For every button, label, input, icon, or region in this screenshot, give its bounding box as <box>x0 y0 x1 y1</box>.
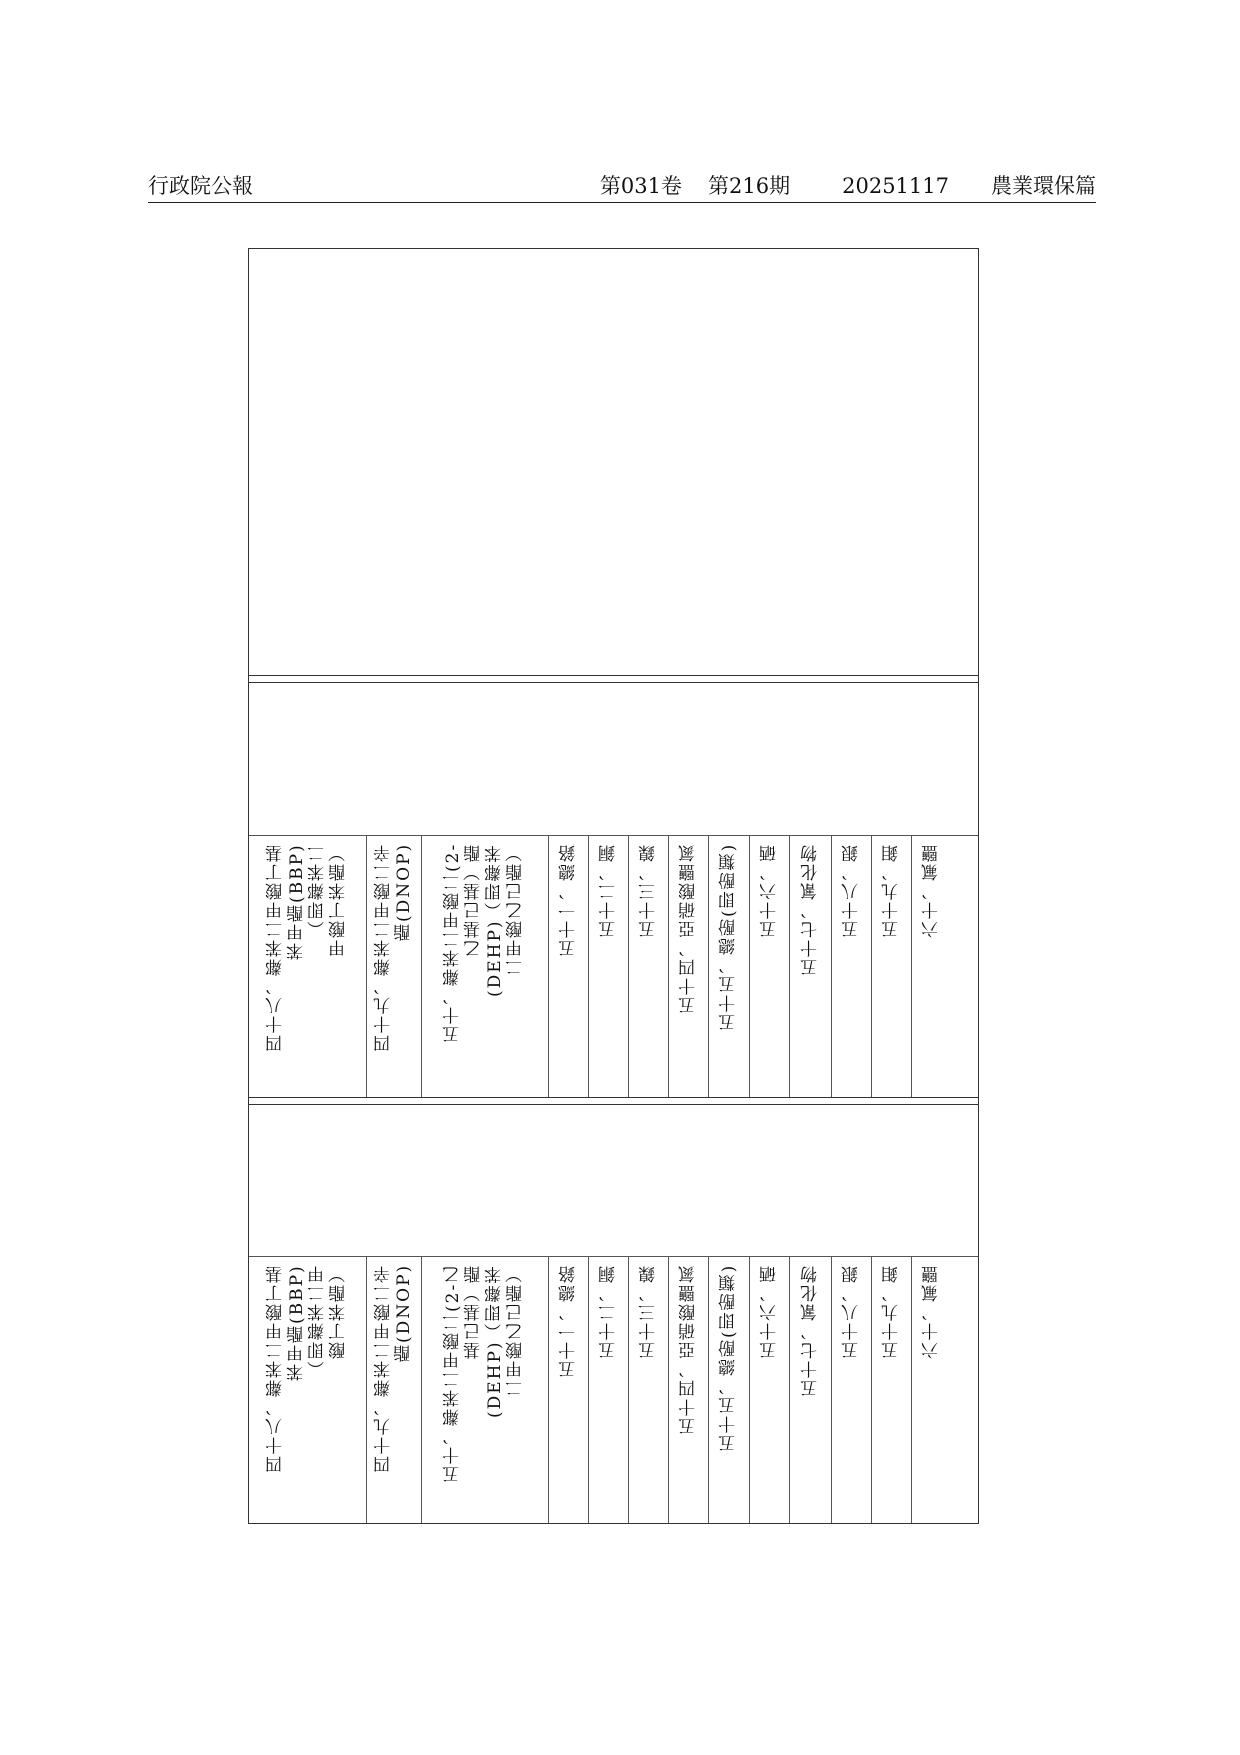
lower-item-cell <box>249 1256 367 1523</box>
upper-item-label: 五十八、銀 <box>841 843 862 938</box>
upper-item-label: 五十五、總酚(即酚類) <box>719 843 739 1032</box>
lower-item-cell <box>832 1256 872 1523</box>
lower-item-cell <box>872 1256 912 1523</box>
lower-item-label: 四十九、鄰苯二甲酸二辛 酯(DNOP) <box>374 1264 414 1473</box>
lower-item-label: 五十、鄰苯二甲酸二(2-乙 基己基）酯 (DEHP)（即鄰苯 二甲酸乙己酯） <box>443 1264 526 1484</box>
lower-item-label: 五十一、總鉻 <box>558 1264 579 1378</box>
issue-date: 20251117 <box>842 174 949 198</box>
lower-item-label: 五十二、銅 <box>598 1264 619 1359</box>
upper-item-label: 五十三、鎳 <box>638 843 659 938</box>
upper-item-cell <box>669 835 709 1097</box>
lower-item-cell <box>709 1256 750 1523</box>
upper-item-cell <box>750 835 790 1097</box>
page-header <box>148 172 1096 203</box>
lower-item-cell <box>367 1256 422 1523</box>
lower-item-label: 五十四、亞硝酸鹽氮 <box>678 1264 699 1435</box>
upper-item-label: 五十六、硒 <box>759 843 780 938</box>
upper-item-label: 四十九、鄰苯二甲酸二辛 酯(DNOP) <box>374 843 414 1052</box>
lower-item-cell <box>589 1256 629 1523</box>
upper-item-label: 五十二、銅 <box>598 843 619 938</box>
upper-item-cell <box>790 835 832 1097</box>
lower-item-label: 五十五、總酚(即酚類) <box>719 1264 739 1453</box>
upper-item-cell <box>872 835 912 1097</box>
upper-item-label: 五十、鄰苯二甲酸二(2- 乙基己基）酯 (DEHP)（即鄰苯 二甲酸乙己酯） <box>443 843 526 1044</box>
upper-item-cell <box>832 835 872 1097</box>
upper-item-cell <box>249 835 367 1097</box>
lower-item-cell <box>790 1256 832 1523</box>
upper-item-label: 五十九、鉬 <box>881 843 902 938</box>
volume-number: 第031卷 <box>599 174 683 198</box>
lower-item-label: 六十、氟鹽 <box>922 1264 942 1359</box>
upper-item-cell <box>367 835 422 1097</box>
lower-item-cell <box>912 1256 952 1523</box>
publication-title: 行政院公報 <box>148 174 253 198</box>
upper-item-cell <box>912 835 952 1097</box>
lower-item-label: 五十七、氰化物 <box>800 1264 821 1397</box>
issue-category: 農業環保篇 <box>991 174 1096 198</box>
upper-item-label: 五十七、氰化物 <box>800 843 821 976</box>
lower-item-cell <box>629 1256 669 1523</box>
lower-item-label: 五十三、鎳 <box>638 1264 659 1359</box>
table-separator-upper <box>249 675 978 683</box>
table-separator-middle <box>249 1097 978 1105</box>
lower-item-label: 五十八、銀 <box>841 1264 862 1359</box>
lower-item-cell <box>750 1256 790 1523</box>
upper-item-label: 四十八、鄰苯二甲酸丁基 苯甲酯(BBP) （即鄰苯二 甲酸丁苯酯） <box>265 843 349 1052</box>
lower-item-label: 四十八、鄰苯二甲酸丁基 苯甲酯(BBP) （即鄰苯二甲 酸丁苯酯） <box>265 1264 349 1473</box>
upper-item-cell <box>549 835 589 1097</box>
issue-info <box>600 172 1096 200</box>
lower-item-label: 五十九、鉬 <box>881 1264 902 1359</box>
upper-item-label: 五十四、亞硝酸鹽氮 <box>678 843 699 1014</box>
upper-item-cell <box>589 835 629 1097</box>
issue-number: 第216期 <box>708 174 791 198</box>
item-row-lower <box>249 1256 978 1523</box>
upper-item-label: 六十、氟鹽 <box>922 843 942 938</box>
upper-item-cell <box>709 835 750 1097</box>
lower-item-cell <box>549 1256 589 1523</box>
lower-item-label: 五十六、硒 <box>759 1264 780 1359</box>
upper-item-label: 五十一、總鉻 <box>558 843 579 957</box>
upper-item-cell <box>422 835 549 1097</box>
lower-item-cell <box>422 1256 549 1523</box>
upper-item-cell <box>629 835 669 1097</box>
regulation-table <box>248 248 979 1524</box>
item-row-upper <box>249 835 978 1097</box>
lower-item-cell <box>669 1256 709 1523</box>
